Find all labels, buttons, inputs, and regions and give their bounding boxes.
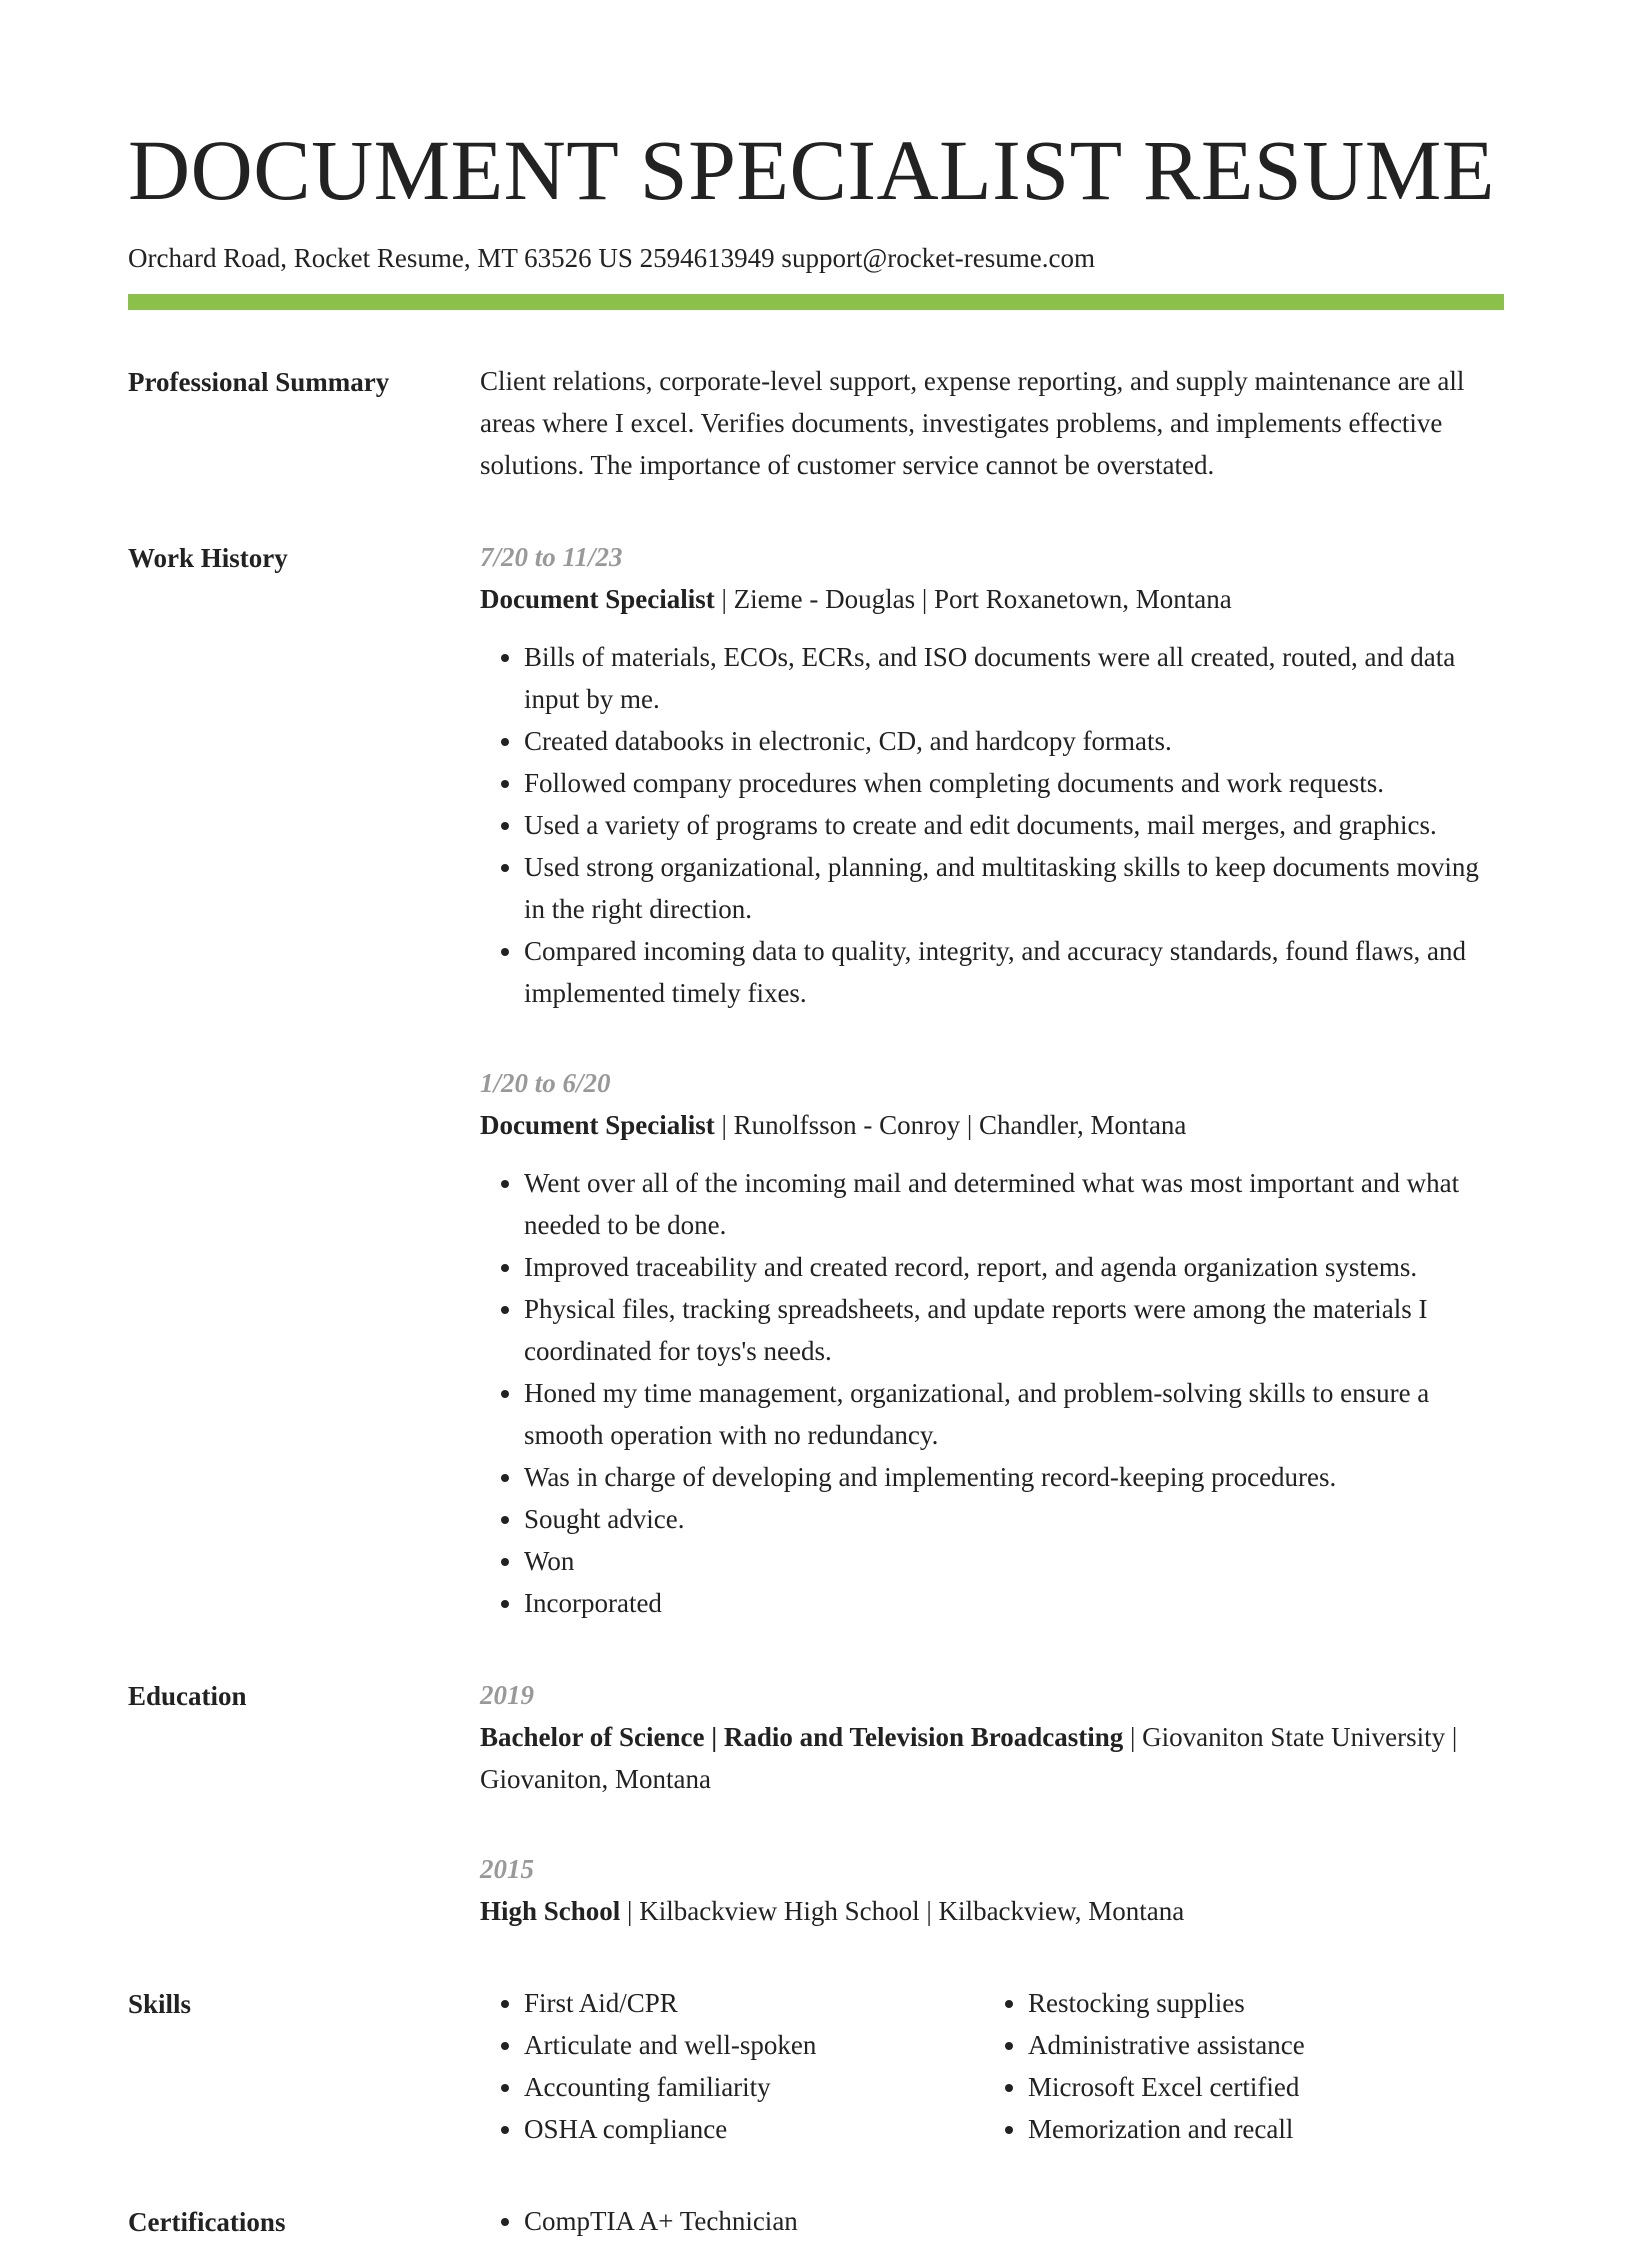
job-bullet: • Sought advice. (524, 1498, 1504, 1540)
section-label-summary: Professional Summary (128, 367, 390, 397)
job-bullets (480, 1162, 1504, 1624)
accent-divider (128, 294, 1504, 310)
education-date: 2019 (480, 1680, 534, 1710)
skills-section (128, 1982, 1504, 2150)
degree-title: High School (480, 1896, 621, 1926)
skills-list-right (984, 1982, 1488, 2150)
job-date: 7/20 to 11/23 (480, 542, 623, 572)
education-entry (480, 1674, 1504, 1800)
education-details: | Kilbackview High School | Kilbackview, Montana (620, 1896, 1185, 1926)
education-date: 2015 (480, 1854, 534, 1884)
job-title: Document Specialist (480, 584, 715, 614)
skill-item: • Administrative assistance (1028, 2024, 1488, 2066)
certification-item: • CompTIA A+ Technician (524, 2200, 1504, 2242)
job-bullet: • Created databooks in electronic, CD, and hardcopy formats. (524, 720, 1504, 762)
skill-item: • Articulate and well-spoken (524, 2024, 984, 2066)
job-bullet: • Was in charge of developing and implementing record-keeping procedures. (524, 1456, 1504, 1498)
skill-item: • Restocking supplies (1028, 1982, 1488, 2024)
job-bullets (480, 636, 1504, 1014)
degree-title: Bachelor of Science | Radio and Television Broadcasting (480, 1722, 1124, 1752)
job-bullet: • Went over all of the incoming mail and determined what was most important and what needed to be done. (524, 1162, 1504, 1246)
job-bullet: • Incorporated (524, 1582, 1504, 1624)
contact-line: Orchard Road, Rocket Resume, MT 63526 US 2594613949 support@rocket-resume.com (128, 243, 1095, 273)
job-bullet: • Honed my time management, organizational, and problem-solving skills to ensure a smooth operation with no redundancy. (524, 1372, 1504, 1456)
summary-section (128, 360, 1504, 486)
skills-grid (480, 1982, 1504, 2150)
skill-item: • Microsoft Excel certified (1028, 2066, 1488, 2108)
section-label-certifications: Certifications (128, 2207, 286, 2237)
skills-list-left (480, 1982, 984, 2150)
education-details: | Giovaniton State University | Giovaniton, Montana (480, 1722, 1458, 1794)
job-role-line (480, 1104, 1504, 1146)
work-history-section (128, 536, 1504, 1624)
summary-text: Client relations, corporate-level support, expense reporting, and supply maintenance are all areas where I excel. Verifies documents, investigates problems, and implements effective solutions. The importance of customer service cannot be overstated. (480, 366, 1465, 480)
job-bullet: • Bills of materials, ECOs, ECRs, and ISO documents were all created, routed, and data input by me. (524, 636, 1504, 720)
job-title: Document Specialist (480, 1110, 715, 1140)
job-role-line (480, 578, 1504, 620)
job-details: | Zieme - Douglas | Port Roxanetown, Montana (714, 584, 1232, 614)
section-label-education: Education (128, 1681, 247, 1711)
job-entry (480, 536, 1504, 1014)
skill-item: • Accounting familiarity (524, 2066, 984, 2108)
job-date: 1/20 to 6/20 (480, 1068, 611, 1098)
resume-title: DOCUMENT SPECIALIST RESUME (128, 122, 1495, 218)
job-bullet: • Used strong organizational, planning, and multitasking skills to keep documents moving in the right direction. (524, 846, 1504, 930)
job-entry (480, 1062, 1504, 1624)
skill-item: • First Aid/CPR (524, 1982, 984, 2024)
section-label-skills: Skills (128, 1989, 192, 2019)
education-line (480, 1716, 1504, 1800)
job-bullet: • Won (524, 1540, 1504, 1582)
section-label-work-history: Work History (128, 543, 288, 573)
education-line (480, 1890, 1504, 1932)
education-section (128, 1674, 1504, 1932)
job-bullet: • Compared incoming data to quality, integrity, and accuracy standards, found flaws, and implemented timely fixes. (524, 930, 1504, 1014)
skill-item: • OSHA compliance (524, 2108, 984, 2150)
resume-page (128, 118, 1504, 2242)
skill-item: • Memorization and recall (1028, 2108, 1488, 2150)
certifications-list (480, 2200, 1504, 2242)
certifications-section (128, 2200, 1504, 2242)
job-bullet: • Followed company procedures when completing documents and work requests. (524, 762, 1504, 804)
job-bullet: • Improved traceability and created record, report, and agenda organization systems. (524, 1246, 1504, 1288)
job-bullet: • Physical files, tracking spreadsheets, and update reports were among the materials I coordinated for toys's needs. (524, 1288, 1504, 1372)
job-bullet: • Used a variety of programs to create and edit documents, mail merges, and graphics. (524, 804, 1504, 846)
job-details: | Runolfsson - Conroy | Chandler, Montana (714, 1110, 1187, 1140)
education-entry (480, 1848, 1504, 1932)
